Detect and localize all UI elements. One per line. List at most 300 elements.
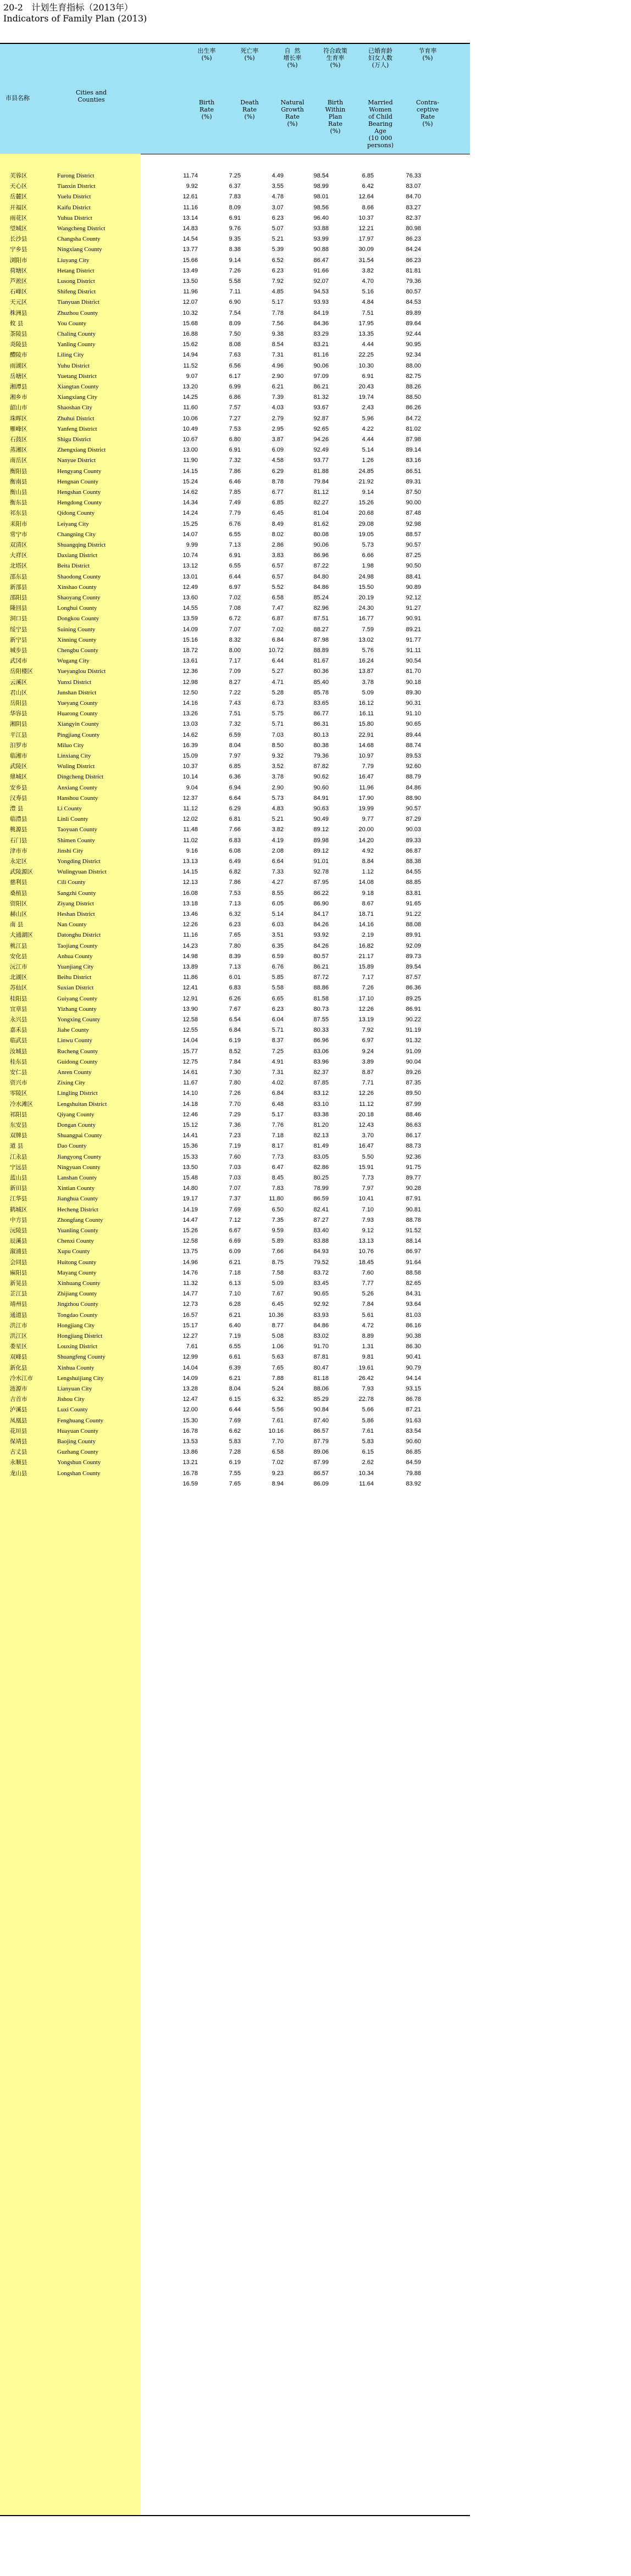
header-col-en: Natural Growth Rate (%)	[280, 99, 305, 127]
county-name-zh: 湘阴县	[10, 721, 27, 727]
value-cell: 88.78	[406, 1217, 421, 1223]
value-cell: 9.77	[362, 816, 374, 822]
value-cell: 16.59	[182, 1481, 198, 1487]
value-cell: 15.30	[182, 1417, 198, 1424]
table-row	[0, 1183, 470, 1194]
table-row	[0, 170, 470, 181]
value-cell: 83.45	[313, 1280, 329, 1287]
county-name-zh: 隆回县	[10, 605, 27, 611]
value-cell: 86.97	[406, 1248, 421, 1255]
value-cell: 91.52	[406, 1227, 421, 1234]
county-name-en: Zhongfang County	[57, 1217, 103, 1223]
value-cell: 9.14	[362, 489, 374, 496]
value-cell: 2.90	[272, 373, 284, 380]
value-cell: 12.73	[182, 1301, 198, 1308]
county-name-en: Fenghuang County	[57, 1417, 104, 1424]
value-cell: 15.36	[182, 1143, 198, 1149]
county-name-zh: 桃江县	[10, 943, 27, 949]
table-row	[0, 951, 470, 962]
value-cell: 91.66	[313, 268, 329, 274]
value-cell: 91.32	[406, 1037, 421, 1044]
county-name-en: Shuangfeng County	[57, 1354, 106, 1360]
county-name-zh: 石门县	[10, 837, 27, 844]
value-cell: 87.72	[313, 974, 329, 981]
county-name-en: Changsha County	[57, 236, 101, 242]
value-cell: 7.56	[272, 320, 284, 327]
value-cell: 92.60	[406, 763, 421, 770]
value-cell: 6.67	[229, 1227, 241, 1234]
value-cell: 7.03	[272, 732, 284, 738]
table-row	[0, 845, 470, 856]
header-col-3	[272, 44, 313, 154]
value-cell: 94.14	[406, 1375, 421, 1382]
value-cell: 4.03	[272, 404, 284, 411]
value-cell: 12.41	[182, 984, 198, 991]
value-cell: 7.26	[229, 1090, 241, 1097]
value-cell: 87.35	[406, 1080, 421, 1086]
value-cell: 6.65	[272, 995, 284, 1002]
value-cell: 90.04	[406, 1059, 421, 1065]
value-cell: 7.50	[229, 331, 241, 337]
value-cell: 7.37	[229, 1195, 241, 1202]
value-cell: 5.24	[272, 1386, 284, 1392]
county-name-en: Ningyuan County	[57, 1164, 101, 1171]
value-cell: 16.57	[182, 1312, 198, 1318]
value-cell: 7.25	[272, 1048, 284, 1055]
county-name-en: Hecheng District	[57, 1206, 98, 1213]
value-cell: 1.06	[272, 1343, 284, 1350]
value-cell: 10.37	[358, 215, 374, 221]
value-cell: 81.03	[406, 1312, 421, 1318]
value-cell: 80.57	[406, 288, 421, 295]
value-cell: 17.90	[358, 795, 374, 802]
value-cell: 89.06	[313, 1449, 329, 1455]
table-row	[0, 560, 470, 571]
table-row	[0, 276, 470, 287]
value-cell: 11.52	[183, 363, 198, 369]
value-cell: 89.14	[406, 447, 421, 453]
county-name-en: Shuangpai County	[57, 1132, 102, 1139]
value-cell: 12.47	[182, 1396, 198, 1403]
value-cell: 13.00	[182, 447, 198, 453]
county-name-zh: 北湖区	[10, 974, 27, 981]
value-cell: 4.85	[272, 288, 284, 295]
value-cell: 86.22	[313, 890, 329, 897]
county-name-en: Anhua County	[57, 953, 93, 960]
value-cell: 13.77	[182, 246, 198, 253]
value-cell: 91.10	[406, 710, 421, 717]
county-name-en: Yanling County	[57, 341, 96, 348]
value-cell: 12.99	[182, 1354, 198, 1360]
county-name-zh: 南岳区	[10, 457, 27, 464]
table-row	[0, 677, 470, 688]
value-cell: 20.00	[358, 826, 374, 833]
county-name-zh: 资兴市	[10, 1080, 27, 1086]
value-cell: 14.19	[182, 1206, 198, 1213]
value-cell: 12.50	[182, 689, 198, 696]
value-cell: 82.96	[313, 605, 329, 611]
table-row	[0, 624, 470, 635]
county-name-zh: 永顺县	[10, 1459, 27, 1466]
value-cell: 6.57	[272, 574, 284, 580]
table-row	[0, 1468, 470, 1479]
county-name-en: Chengbu County	[57, 647, 98, 654]
county-name-zh: 双峰县	[10, 1354, 27, 1360]
value-cell: 87.21	[406, 1406, 421, 1413]
value-cell: 90.62	[313, 774, 329, 780]
table-row	[0, 1478, 470, 1489]
table-row	[0, 455, 470, 466]
value-cell: 85.24	[313, 594, 329, 601]
county-name-en: Lusong District	[57, 278, 95, 285]
table-row	[0, 349, 470, 360]
value-cell: 5.71	[272, 1027, 284, 1033]
value-cell: 14.94	[182, 352, 198, 358]
value-cell: 7.57	[229, 404, 241, 411]
value-cell: 97.09	[313, 373, 329, 380]
value-cell: 6.85	[229, 763, 241, 770]
value-cell: 7.71	[362, 1080, 374, 1086]
value-cell: 91.77	[406, 637, 421, 643]
value-cell: 6.84	[229, 1027, 241, 1033]
value-cell: 14.04	[182, 1037, 198, 1044]
value-cell: 12.26	[358, 1006, 374, 1012]
value-cell: 6.21	[229, 1259, 241, 1266]
county-name-zh: 雁峰区	[10, 426, 27, 432]
value-cell: 7.39	[272, 394, 284, 400]
value-cell: 7.60	[229, 1154, 241, 1160]
value-cell: 8.52	[229, 1048, 241, 1055]
value-cell: 6.80	[229, 436, 241, 443]
county-name-zh: 新晃县	[10, 1280, 27, 1287]
table-row	[0, 687, 470, 698]
county-name-en: Datonghu District	[57, 932, 101, 938]
table-row	[0, 1236, 470, 1247]
value-cell: 7.59	[362, 626, 374, 633]
value-cell: 7.08	[229, 605, 241, 611]
table-row	[0, 371, 470, 382]
value-cell: 6.08	[229, 848, 241, 854]
county-name-en: Xinhua County	[57, 1365, 95, 1371]
value-cell: 4.84	[362, 299, 374, 305]
value-cell: 17.10	[358, 995, 374, 1002]
county-name-zh: 攸 县	[10, 320, 24, 327]
table-row	[0, 835, 470, 846]
value-cell: 88.73	[406, 1143, 421, 1149]
county-name-zh: 岳阳县	[10, 700, 27, 706]
county-name-en: Lengshuitan District	[57, 1101, 107, 1108]
value-cell: 91.09	[406, 1048, 421, 1055]
value-cell: 92.07	[313, 278, 329, 285]
value-cell: 6.72	[229, 615, 241, 622]
value-cell: 1.12	[362, 869, 374, 875]
value-cell: 88.89	[313, 647, 329, 654]
county-name-en: Dingcheng District	[57, 774, 104, 780]
value-cell: 87.79	[313, 1438, 329, 1445]
value-cell: 24.85	[358, 468, 374, 475]
value-cell: 13.19	[358, 1016, 374, 1023]
county-name-zh: 衡东县	[10, 499, 27, 506]
value-cell: 89.30	[406, 689, 421, 696]
value-cell: 14.68	[358, 742, 374, 749]
table-row	[0, 655, 470, 666]
county-name-zh: 武陵区	[10, 763, 27, 770]
value-cell: 6.35	[272, 943, 284, 949]
value-cell: 86.90	[313, 900, 329, 907]
value-cell: 7.69	[229, 1417, 241, 1424]
value-cell: 79.84	[313, 479, 329, 485]
county-name-zh: 道 县	[10, 1143, 24, 1149]
value-cell: 4.92	[362, 848, 374, 854]
county-name-en: Liuyang City	[57, 257, 90, 264]
table-row	[0, 1225, 470, 1236]
value-cell: 87.25	[406, 552, 421, 559]
county-name-en: Lanshan County	[57, 1175, 97, 1181]
value-cell: 89.12	[313, 848, 329, 854]
county-name-zh: 洪江区	[10, 1333, 27, 1339]
value-cell: 8.84	[362, 858, 374, 865]
value-cell: 90.79	[406, 1365, 421, 1371]
value-cell: 2.08	[272, 848, 284, 854]
county-name-en: Shuangqing District	[57, 542, 106, 548]
value-cell: 14.08	[358, 879, 374, 886]
county-name-en: Louxing District	[57, 1343, 98, 1350]
value-cell: 21.17	[358, 953, 374, 960]
table-row	[0, 782, 470, 793]
value-cell: 6.81	[229, 816, 241, 822]
table-row	[0, 1351, 470, 1362]
value-cell: 80.33	[313, 1027, 329, 1033]
value-cell: 87.98	[313, 637, 329, 643]
value-cell: 8.94	[272, 1481, 284, 1487]
value-cell: 5.96	[362, 415, 374, 422]
value-cell: 11.80	[269, 1195, 284, 1202]
page-title-en: Indicators of Family Plan (2013)	[3, 13, 147, 24]
value-cell: 6.85	[272, 499, 284, 506]
value-cell: 82.65	[406, 1280, 421, 1287]
table-row	[0, 191, 470, 202]
value-cell: 84.59	[406, 1459, 421, 1466]
county-name-en: Yuhua District	[57, 215, 92, 221]
value-cell: 8.39	[229, 953, 241, 960]
value-cell: 12.13	[182, 879, 198, 886]
table-row	[0, 1215, 470, 1226]
value-cell: 16.24	[358, 658, 374, 664]
county-name-zh: 桂阳县	[10, 995, 27, 1002]
value-cell: 7.93	[362, 1386, 374, 1392]
value-cell: 92.09	[406, 943, 421, 949]
value-cell: 88.27	[313, 626, 329, 633]
value-cell: 7.65	[229, 1481, 241, 1487]
county-name-en: Wangcheng District	[57, 225, 106, 232]
value-cell: 84.26	[313, 943, 329, 949]
value-cell: 22.25	[358, 352, 374, 358]
value-cell: 7.47	[272, 605, 284, 611]
table-row	[0, 877, 470, 888]
value-cell: 8.49	[272, 521, 284, 527]
county-name-en: Xinshao County	[57, 584, 97, 591]
county-name-zh: 华容县	[10, 710, 27, 717]
value-cell: 82.86	[313, 1164, 329, 1171]
county-name-en: Qidong County	[57, 510, 95, 516]
value-cell: 14.23	[182, 943, 198, 949]
county-name-en: Yanfeng District	[57, 426, 97, 432]
county-name-en: Hengyang County	[57, 468, 102, 475]
value-cell: 24.98	[358, 574, 374, 580]
value-cell: 5.52	[272, 584, 284, 591]
value-cell: 87.57	[406, 974, 421, 981]
value-cell: 15.66	[182, 257, 198, 264]
county-name-en: Jianghua County	[57, 1195, 98, 1202]
value-cell: 16.08	[182, 890, 198, 897]
value-cell: 6.83	[229, 837, 241, 844]
county-name-zh: 辰溪县	[10, 1238, 27, 1244]
county-name-en: Yueyang County	[57, 700, 98, 706]
value-cell: 13.75	[182, 1248, 198, 1255]
table-bottom-rule	[0, 2515, 470, 2516]
value-cell: 6.45	[272, 1301, 284, 1308]
county-name-zh: 吉首市	[10, 1396, 27, 1403]
value-cell: 13.90	[182, 1006, 198, 1012]
value-cell: 88.74	[406, 742, 421, 749]
value-cell: 87.55	[313, 1016, 329, 1023]
county-name-zh: 衡南县	[10, 479, 27, 485]
value-cell: 9.35	[229, 236, 241, 242]
value-cell: 93.64	[406, 1301, 421, 1308]
county-name-zh: 赫山区	[10, 911, 27, 917]
value-cell: 6.40	[229, 1322, 241, 1329]
value-cell: 84.31	[406, 1290, 421, 1297]
value-cell: 98.99	[313, 183, 329, 190]
value-cell: 83.12	[313, 1090, 329, 1097]
value-cell: 89.12	[313, 826, 329, 833]
county-name-en: Dongkou County	[57, 615, 99, 622]
county-name-zh: 祁东县	[10, 510, 27, 516]
value-cell: 12.02	[182, 816, 198, 822]
value-cell: 83.06	[313, 1048, 329, 1055]
value-cell: 90.60	[406, 1438, 421, 1445]
value-cell: 19.61	[358, 1365, 374, 1371]
value-cell: 5.83	[229, 1438, 241, 1445]
value-cell: 84.86	[313, 584, 329, 591]
value-cell: 5.76	[362, 647, 374, 654]
value-cell: 91.63	[406, 1417, 421, 1424]
value-cell: 81.81	[406, 268, 421, 274]
value-cell: 83.65	[313, 700, 329, 706]
value-cell: 92.87	[313, 415, 329, 422]
value-cell: 3.78	[272, 774, 284, 780]
county-name-zh: 邵东县	[10, 574, 27, 580]
value-cell: 90.18	[406, 679, 421, 686]
value-cell: 6.26	[229, 995, 241, 1002]
value-cell: 7.78	[272, 310, 284, 316]
county-name-en: Guiyang County	[57, 995, 98, 1002]
value-cell: 7.02	[229, 594, 241, 601]
value-cell: 3.82	[272, 826, 284, 833]
county-name-en: Taoyuan County	[57, 826, 97, 833]
value-cell: 6.52	[272, 257, 284, 264]
value-cell: 8.66	[362, 204, 374, 211]
value-cell: 15.17	[182, 1322, 198, 1329]
value-cell: 13.28	[182, 1386, 198, 1392]
value-cell: 81.88	[313, 468, 329, 475]
value-cell: 7.10	[362, 1206, 374, 1213]
value-cell: 7.32	[229, 457, 241, 464]
value-cell: 15.77	[182, 1048, 198, 1055]
county-name-en: Tianxin District	[57, 183, 96, 190]
county-name-en: Zixing City	[57, 1080, 86, 1086]
value-cell: 12.46	[182, 1111, 198, 1118]
county-name-zh: 蒸湘区	[10, 447, 27, 453]
county-name-en: Lianyuan City	[57, 1386, 92, 1392]
value-cell: 87.85	[313, 1080, 329, 1086]
county-name-en: Yuelu District	[57, 193, 91, 200]
value-cell: 6.84	[272, 1090, 284, 1097]
value-cell: 83.92	[406, 1481, 421, 1487]
table-row	[0, 434, 470, 445]
county-name-zh: 临澧县	[10, 816, 27, 822]
table-row	[0, 708, 470, 719]
value-cell: 18.72	[182, 647, 198, 654]
county-name-zh: 零陵区	[10, 1090, 27, 1097]
value-cell: 90.22	[406, 1016, 421, 1023]
county-name-en: Ziyang District	[57, 900, 94, 907]
value-cell: 18.45	[358, 1259, 374, 1266]
value-cell: 90.63	[313, 805, 329, 812]
value-cell: 16.78	[182, 1428, 198, 1434]
value-cell: 87.48	[406, 510, 421, 516]
value-cell: 12.75	[182, 1059, 198, 1065]
value-cell: 81.12	[313, 489, 329, 496]
table-row	[0, 1404, 470, 1415]
value-cell: 6.03	[272, 921, 284, 928]
value-cell: 18.71	[358, 911, 374, 917]
value-cell: 13.03	[182, 721, 198, 727]
county-name-en: Jingzhou County	[57, 1301, 98, 1308]
value-cell: 6.15	[229, 1396, 241, 1403]
county-name-en: Dao County	[57, 1143, 87, 1149]
value-cell: 89.89	[406, 310, 421, 316]
county-name-zh: 沅江市	[10, 964, 27, 970]
value-cell: 14.15	[182, 468, 198, 475]
value-cell: 24.30	[358, 605, 374, 611]
value-cell: 86.09	[313, 1481, 329, 1487]
value-cell: 22.78	[358, 1396, 374, 1403]
value-cell: 14.04	[182, 1365, 198, 1371]
county-name-en: Rucheng County	[57, 1048, 98, 1055]
county-name-zh: 嘉禾县	[10, 1027, 27, 1033]
value-cell: 90.91	[406, 615, 421, 622]
header-col-en: Birth Rate (%)	[198, 99, 215, 120]
value-cell: 7.97	[362, 1185, 374, 1192]
value-cell: 14.62	[182, 489, 198, 496]
value-cell: 8.32	[229, 637, 241, 643]
value-cell: 3.55	[272, 183, 284, 190]
value-cell: 7.73	[272, 1154, 284, 1160]
header-col-zh: 出生率 (%)	[197, 47, 216, 62]
value-cell: 13.01	[182, 574, 198, 580]
value-cell: 12.49	[182, 584, 198, 591]
county-name-zh: 芦淞区	[10, 278, 27, 285]
table-row	[0, 750, 470, 761]
value-cell: 4.27	[272, 879, 284, 886]
value-cell: 11.86	[183, 974, 198, 981]
value-cell: 11.90	[183, 457, 198, 464]
value-cell: 87.51	[313, 615, 329, 622]
value-cell: 6.64	[229, 795, 241, 802]
county-name-en: Huitong County	[57, 1259, 97, 1266]
county-name-zh: 茶陵县	[10, 331, 27, 337]
